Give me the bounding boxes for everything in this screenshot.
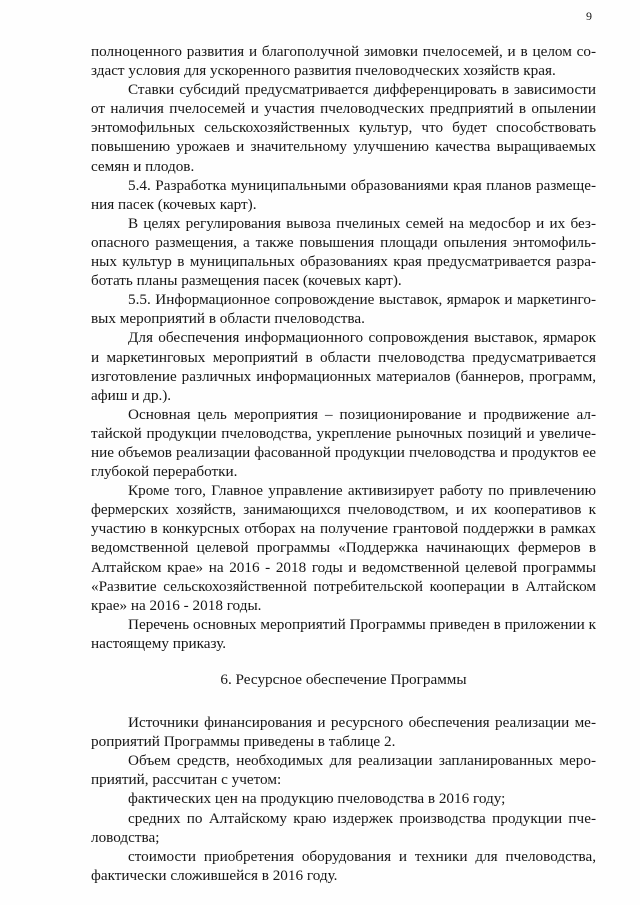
paragraph-information-materials: Для обеспечения информационного сопровождения выставок, ярмарок и маркетинговых мероприятий в области пчеловодства предусматривается изготовление различных информационных материалов (баннеров, программ, афиш и др.). [91,329,596,404]
paragraph-main-goal: Основная цель мероприятия – позиционирование и продвижение алтайской продукции пчеловодства, укрепление рыночных позиций и увеличение объемов реализации фасованной продукции пчеловодства и продуктов ее глубокой переработки. [91,405,596,481]
paragraph-continuation: полноценного развития и благополучной зимовки пчелосемей, и в целом создаст условия для ускоренного развития пчеловодческих хозяйств края. [91,43,596,80]
paragraph-funding-sources: Источники финансирования и ресурсного обеспечения реализации мероприятий Программы приведены в таблице 2. [91,714,596,751]
paragraph-item-5-4: 5.4. Разработка муниципальными образованиями края планов размещения пасек (кочевых карт). [91,176,596,213]
section-heading: 6. Ресурсное обеспечение Программы [220,671,467,688]
paragraph-farmer-grants: Кроме того, Главное управление активизирует работу по привлечению фермерских хозяйств, занимающихся пчеловодством, и их кооперативов к участию в конкурсных отборах на получение грантовой поддержки в рамках ведомственной целевой программы «Поддержка начинающих фермеров в Алтайском крае» на 2016 - 2018 годы и ведомственной целевой программы «Развитие сельскохозяйственной потребительской кооперации в Алтайском крае» на 2016 - 2018 годы. [91,482,596,614]
paragraph-activities-list: Перечень основных мероприятий Программы приведен в приложении к настоящему приказу. [91,615,596,652]
document-body [91,42,596,885]
paragraph-average-costs: средних по Алтайскому краю издержек производства продукции пчеловодства; [91,809,596,846]
paragraph-item-5-5: 5.5. Информационное сопровождение выставок, ярмарок и маркетинговых мероприятий в области пчеловодства. [91,291,596,328]
paragraph-actual-prices: фактических цен на продукцию пчеловодства в 2016 году; [128,790,506,808]
paragraph-apiary-placement: В целях регулирования вывоза пчелиных семей на медосбор и их безопасного размещения, а также повышения площади опыления энтомофильных культур в муниципальных образованиях края предусматривается разработать планы размещения пасек (кочевых карт). [91,214,596,290]
paragraph-funding-volume: Объем средств, необходимых для реализации запланированных мероприятий, рассчитан с учетом: [91,752,596,789]
paragraph-equipment-cost: стоимости приобретения оборудования и техники для пчеловодства, фактически сложившейся в 2016 году. [91,847,596,884]
paragraph-subsidy-rates: Ставки субсидий предусматривается дифференцировать в зависимости от наличия пчелосемей и участия пчеловодческих предприятий в опылении энтомофильных сельскохозяйственных культур, что будет способствовать повышению урожаев и значительному улучшению качества выращиваемых семян и плодов. [91,81,596,175]
page-number: 9 [586,9,592,23]
